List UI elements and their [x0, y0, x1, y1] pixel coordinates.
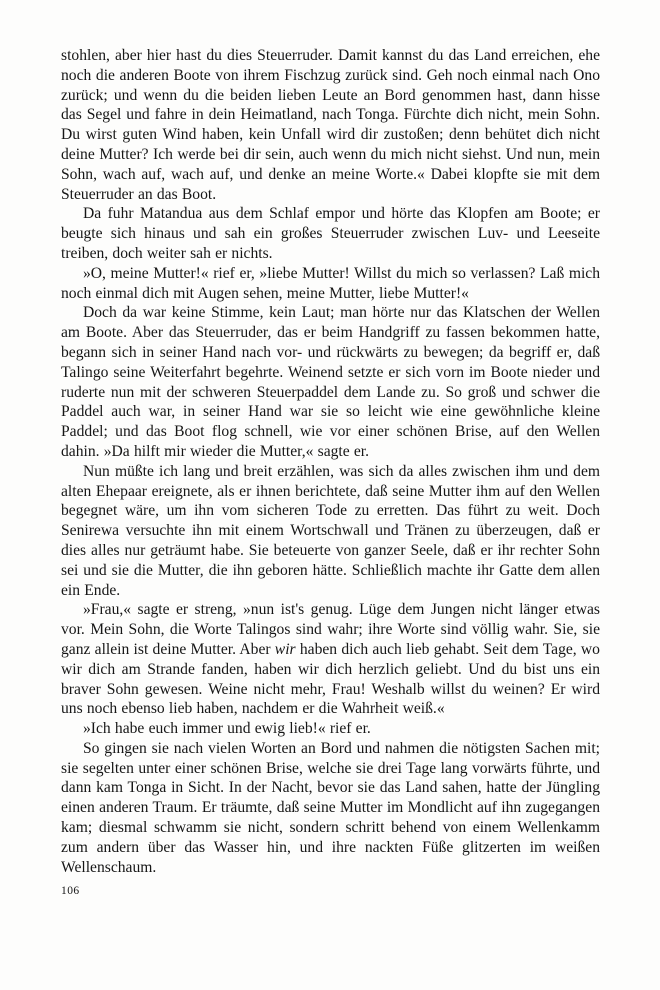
- paragraph: [61, 303, 600, 461]
- text-segment: »Frau,« sagte er streng, »nun ist's genug. Lüge dem Jungen nicht länger etwas vor. Mein Sohn, die Worte Talingos sind wahr; ihre Worte sind völlig wahr. Sie, sie ganz allein ist deine Mutter. Aber: [61, 601, 600, 658]
- paragraph: [61, 600, 600, 719]
- text-segment: Nun müßte ich lang und breit erzählen, was sich da alles zwischen ihm und dem alten Ehepaar ereignete, als er ihnen berichtete, daß seine Mutter ihm auf den Wellen begegnet wäre, um ihn vom sicheren Tode zu erretten. Das führt zu weit. Doch Senirewa versuchte ihn mit einem Wortschwall und Tränen zu überzeugen, daß er dies alles nur geträumt habe. Sie beteuerte von ganzer Seele, daß er ihr rechter Sohn sei und sie die Mutter, die ihn geboren hätte. Schließlich machte ihr Gatte dem allen ein Ende.: [61, 462, 600, 599]
- paragraph: [61, 462, 600, 601]
- body-text: [61, 46, 600, 877]
- paragraph: [61, 719, 600, 739]
- text-segment: Doch da war keine Stimme, kein Laut; man hörte nur das Klatschen der Wellen am Boote. Aber das Steuerruder, das er beim Handgriff zu fassen bekommen hatte, begann sich in seiner Hand nach vor- und rückwärts zu bewegen; da begriff er, daß Talingo seine Weiterfahrt begehrte. Weinend setzte er sich vorn im Boote nieder und ruderte nun mit der schweren Steuerpaddel dem Lande zu. So groß und schwer die Paddel auch war, in seiner Hand war sie so leicht wie eine gewöhnliche kleine Paddel; und das Boot flog schnell, wie vor einer schönen Brise, auf den Wellen dahin. »Da hilft mir wieder die Mutter,« sagte er.: [61, 304, 600, 460]
- text-segment: »O, meine Mutter!« rief er, »liebe Mutter! Willst du mich so verlassen? Laß mich noch einmal dich mit Augen sehen, meine Mutter, liebe Mutter!«: [61, 264, 600, 302]
- text-segment: So gingen sie nach vielen Worten an Bord und nahmen die nötigsten Sachen mit; sie segelten unter einer schönen Brise, welche sie drei Tage lang vorwärts führte, und dann kam Tonga in Sicht. In der Nacht, bevor sie das Land sahen, hatte der Jüngling einen anderen Traum. Er träumte, daß seine Mutter im Mondlicht auf ihn zugegangen kam; diesmal schwamm sie nicht, sondern schritt behend von einem Wellenkamm zum andern über das Wasser hin, und ihre nackten Füße glitzerten im weißen Wellenschaum.: [61, 739, 600, 876]
- paragraph: [61, 264, 600, 304]
- paragraph: [61, 204, 600, 263]
- page-number: 106: [61, 885, 80, 898]
- emphasized-text: wir: [274, 640, 296, 658]
- paragraph: [61, 739, 600, 878]
- text-segment: haben dich auch lieb gehabt. Seit dem Tage, wo wir dich am Strande fanden, haben wir dich herzlich geliebt. Und du bist uns ein braver Sohn gewesen. Weine nicht mehr, Frau! Weshalb willst du weinen? Er wird uns noch ebenso lieb haben, nachdem er die Wahrheit weiß.«: [61, 640, 600, 718]
- text-segment: stohlen, aber hier hast du dies Steuerruder. Damit kannst du das Land erreichen, ehe noch die anderen Boote von ihrem Fischzug zurück sind. Geh noch einmal nach Ono zurück; und wenn du die beiden lieben Leute an Bord genommen hast, dann hisse das Segel und fahre in dein Heimatland, nach Tonga. Fürchte dich nicht, mein Sohn. Du wirst guten Wind haben, kein Unfall wird dir zustoßen; denn behütet dich nicht deine Mutter? Ich werde bei dir sein, auch wenn du mich nicht siehst. Und nun, mein Sohn, wach auf, wach auf, und denke an meine Worte.« Dabei klopfte sie mit dem Steuerruder an das Boot.: [61, 47, 600, 203]
- text-segment: Da fuhr Matandua aus dem Schlaf empor und hörte das Klopfen am Boote; er beugte sich hinaus und sah ein großes Steuerruder zwischen Luv- und Leeseite treiben, doch weiter sah er nichts.: [61, 205, 600, 262]
- text-segment: »Ich habe euch immer und ewig lieb!« rief er.: [83, 720, 371, 738]
- paragraph: [61, 46, 600, 204]
